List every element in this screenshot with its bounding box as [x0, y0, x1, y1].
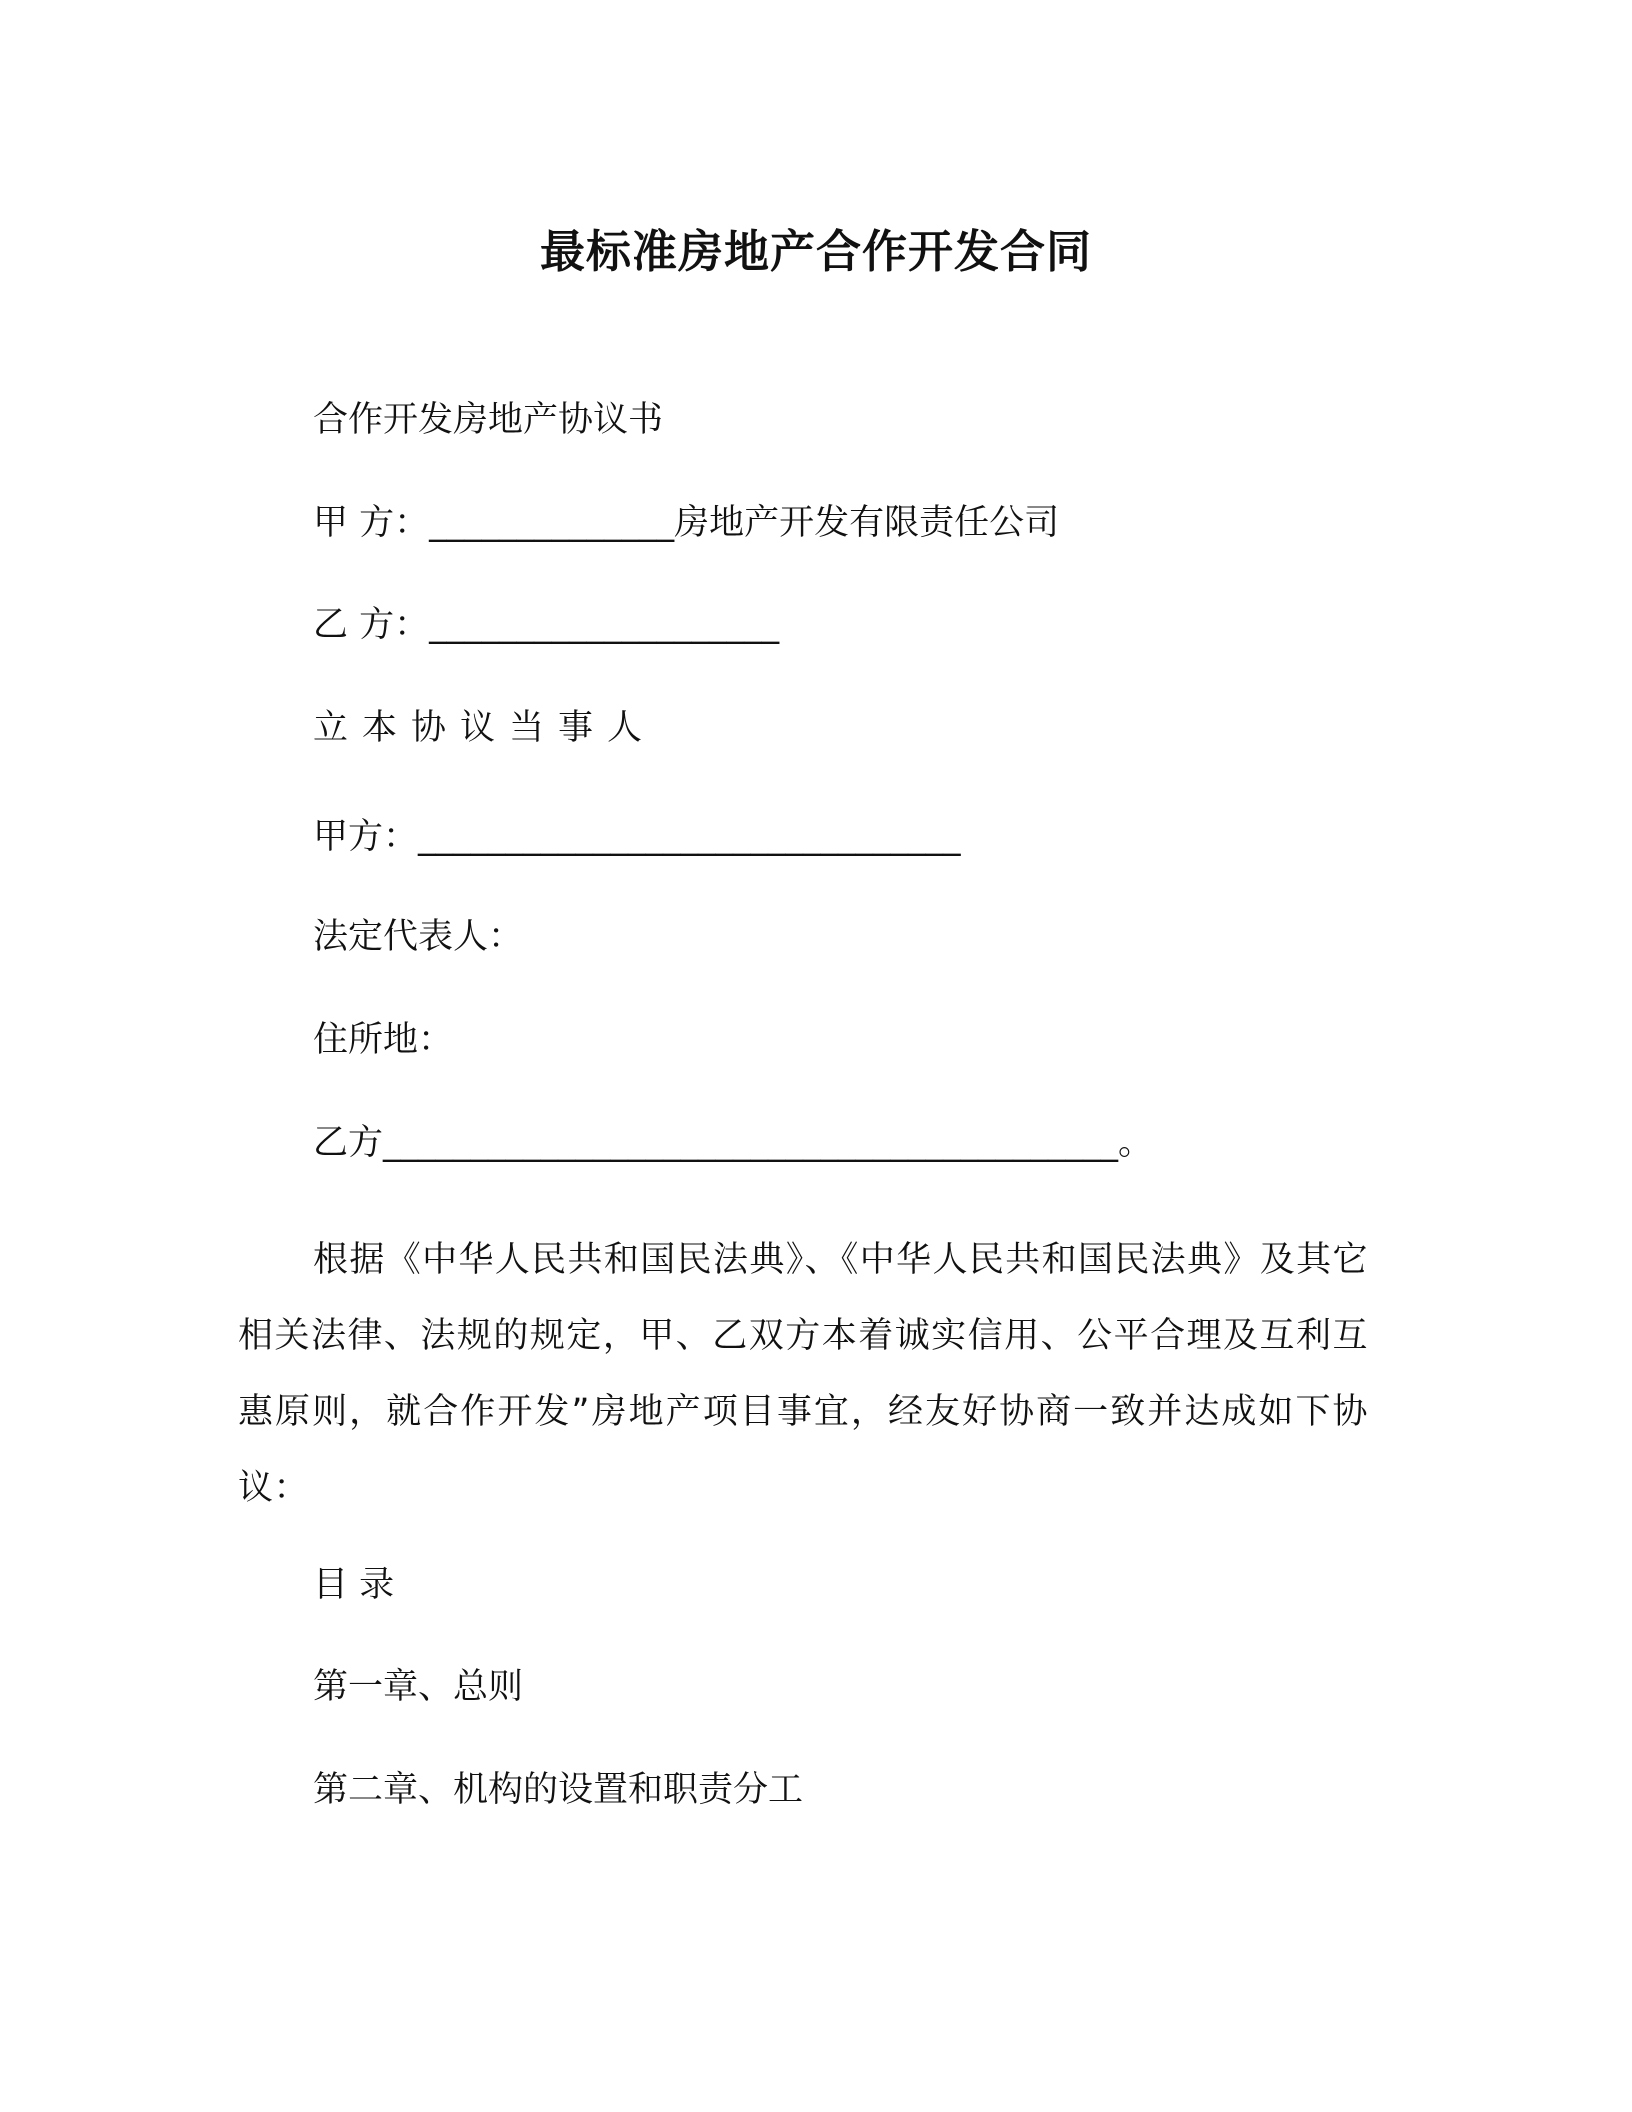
party-a-line: 甲 方：______________房地产开发有限责任公司 — [313, 503, 1060, 543]
parties-heading: 立本协议当事人 — [313, 708, 657, 748]
party-a-blank: 甲方：_______________________________ — [313, 817, 961, 857]
legal-representative-label: 法定代表人： — [313, 917, 524, 957]
agreement-subtitle: 合作开发房地产协议书 — [313, 400, 664, 440]
toc-heading: 目 录 — [313, 1565, 395, 1605]
body-paragraph: 根据《中华人民共和国民法典》、《中华人民共和国民法典》及其它相关法律、法规的规定，甲、乙双方本着诚实信用、公平合理及互利互惠原则，就合作开发”房地产项目事宜，经友好协商一致并达成如下协议： — [238, 1240, 1368, 1508]
party-b-blank: 乙方__________________________________________。 — [313, 1123, 1154, 1163]
toc-chapter-2: 第二章、机构的设置和职责分工 — [313, 1770, 804, 1810]
address-label: 住所地： — [313, 1020, 454, 1060]
document-title: 最标准房地产合作开发合同 — [539, 225, 1092, 278]
toc-chapter-1: 第一章、总则 — [313, 1667, 524, 1707]
party-b-line: 乙 方：____________________ — [313, 605, 780, 645]
